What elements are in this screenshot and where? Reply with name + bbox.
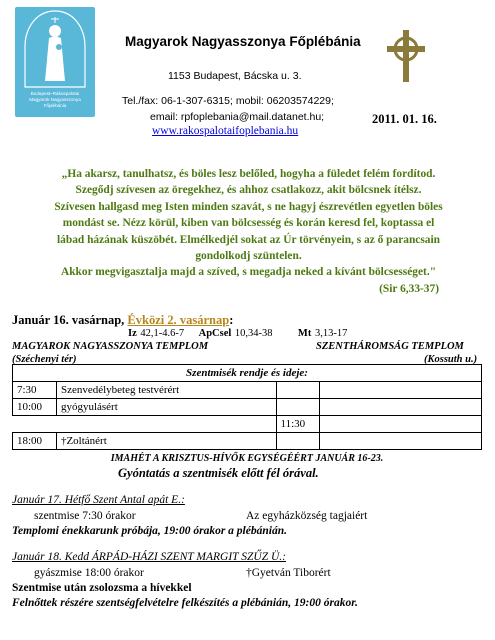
sunday-heading [12, 313, 233, 328]
reading-value: 42,1-4.6-7 [140, 328, 185, 339]
parish-email: email: rpfoplebania@mail.datanet.hu; [150, 111, 325, 123]
quote-line: gondolkodj szüntelen. [195, 250, 302, 263]
quote-line: mondást se. Nézz körül, kiben van bölcsesség és korán keresd fel, koptassa el [62, 217, 435, 230]
reading-ref: ApCsel [198, 328, 232, 339]
mass-schedule-table [12, 364, 482, 466]
quote-reference: (Sir 6,33-37) [379, 282, 439, 295]
church-left-address: (Széchenyi tér) [12, 354, 77, 365]
logo-text-line: Magyarok Nagyasszonya [29, 97, 81, 102]
event-title: Január 18. Kedd ÁRPÁD-HÁZI SZENT MARGIT SZŰZ Ü.: [12, 551, 286, 563]
event-detail-left: gyászmise 18:00 órakor [34, 567, 144, 579]
parish-name: Magyarok Nagyasszonya Főplébánia [125, 34, 361, 49]
quote-line: Szegődj szívesen az öregekhez, és ahhoz csatlakozz, akit bölcsnek ítélsz. [75, 184, 422, 197]
table-row [13, 365, 482, 382]
table-row [13, 382, 482, 399]
mass-time: 7:30 [13, 382, 57, 399]
reading-ref: Mt [297, 328, 312, 339]
mass-intention [56, 416, 276, 433]
event-note: Felnőttek részére szentségfelvételre felkészítés a plébánián, 19:00 órakor. [12, 597, 358, 609]
parish-phone: Tel./fax: 06-1-307-6315; mobil: 06203574229; [122, 95, 334, 107]
quote-line: „Ha akarsz, tanulhatsz, és böles lesz belőled, hogyha a füledet felém fordítod. [61, 168, 436, 180]
scripture-quote [16, 166, 481, 297]
bulletin-date: 2011. 01. 16. [372, 112, 437, 126]
sunday-colon: : [229, 313, 234, 327]
event-bold-note: Szentmise után zsolozsma a hívekkel [12, 582, 192, 594]
event-note: Templomi énekkarunk próbája, 19:00 órakor a plébánián. [12, 525, 287, 537]
mass-intention: †Zoltánért [56, 433, 276, 450]
table-row [13, 399, 482, 416]
parish-logo [15, 7, 95, 117]
church-right-address: (Kossuth u.) [424, 354, 478, 365]
sunday-title: Január 16. vasárnap, [12, 313, 128, 327]
logo-text-line: Főplébánia [43, 103, 67, 108]
parish-address: 1153 Budapest, Bácska u. 3. [168, 70, 302, 82]
mass-time: 18:00 [13, 433, 57, 450]
sunday-readings [128, 328, 347, 339]
confession-note: Gyóntatás a szentmisék előtt fél órával. [118, 466, 319, 480]
church-right-name: SZENTHÁROMSÁG TEMPLOM [316, 341, 464, 352]
mass-intention: Szenvedélybeteg testvérért [56, 382, 276, 399]
reading-value: 3,13-17 [314, 328, 348, 339]
mass-time [13, 416, 57, 433]
event-detail-left: szentmise 7:30 órakor [34, 510, 136, 522]
mass-table-heading: Szentmisék rendje és ideje: [13, 365, 482, 382]
table-row [13, 433, 482, 450]
quote-line: lábad házának küszöbét. Elmélkedjél sokat az Úr törvényein, s az ő parancsain [57, 233, 440, 246]
sunday-subtitle-link[interactable]: Évközi 2. vasárnap [127, 313, 230, 327]
quote-line: Szívesen hallgasd meg Isten minden szavát, s ne hagyj észrevétlen egyetlen böles [54, 200, 443, 213]
table-row [13, 416, 482, 433]
mass-time: 10:00 [13, 399, 57, 416]
event-detail-right: Az egyházközség tagjaiért [246, 510, 368, 522]
event-detail-right: †Gyetván Tiborért [246, 567, 331, 579]
event-title: Január 17. Hétfő Szent Antal apát E.: [12, 494, 185, 506]
reading-value: 10,34-38 [234, 328, 273, 339]
table-row [13, 450, 482, 467]
church-left-name: MAGYAROK NAGYASSZONYA TEMPLOM [12, 341, 209, 352]
parish-website-link[interactable]: www.rakospalotaifoplebania.hu [152, 125, 299, 137]
quote-line: Akkor megvigasztalja majd a szíved, s megadja neked a kívánt bölcsességet." [60, 266, 437, 279]
unity-week-note: IMAHÉT A KRISZTUS-HÍVŐK EGYSÉGÉÉRT JANUÁR 16-23. [110, 452, 384, 464]
mass-time-right: 11:30 [276, 416, 320, 433]
reading-ref: Iz [128, 328, 137, 339]
mass-intention: gyógyulásért [56, 399, 276, 416]
logo-text-line: Budapest–Rákospalotai [30, 91, 80, 96]
celtic-cross-icon [384, 28, 428, 89]
